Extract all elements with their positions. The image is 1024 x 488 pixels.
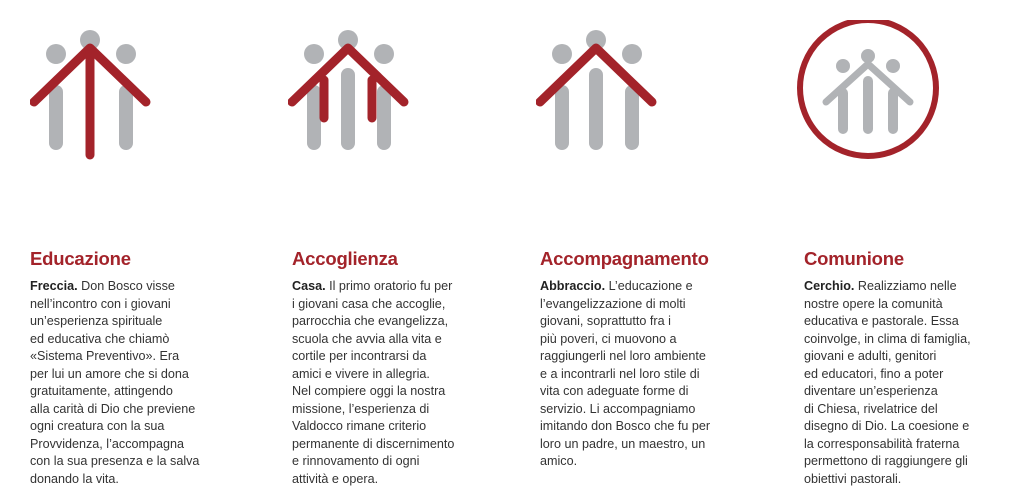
text-line: alla carità di Dio che previene <box>30 401 275 419</box>
text-line: i giovani casa che accoglie, <box>292 296 537 314</box>
text-line: vita con adeguate forme di <box>540 383 785 401</box>
text-line: disegno di Dio. La coesione e <box>804 418 1024 436</box>
text-line: gratuitamente, attingendo <box>30 383 275 401</box>
text-line: giovani e adulti, genitori <box>804 348 1024 366</box>
text-line: e a incontrarli nel loro stile di <box>540 366 785 384</box>
text-line: l’evangelizzazione di molti <box>540 296 785 314</box>
text-line: più poveri, ci muovono a <box>540 331 785 349</box>
text-line: di Chiesa, rivelatrice del <box>804 401 1024 419</box>
text-line: cortile per incontrarsi da <box>292 348 537 366</box>
text-line: servizio. Li accompagniamo <box>540 401 785 419</box>
text-line: parrocchia che evangelizza, <box>292 313 537 331</box>
section-lead: Casa. <box>292 279 326 293</box>
text-line: ogni creatura con la sua <box>30 418 275 436</box>
text-line: raggiungerli nel loro ambiente <box>540 348 785 366</box>
section-educazione <box>30 0 275 485</box>
section-text: Casa. Il primo oratorio fu per i giovani casa che accoglie, parrocchia che evangelizza, scuola che avvia alla vita e cortile per incontrarsi da amici e vivere in allegria. Nel compiere oggi la nostra missione, l’esperienza di Valdocco rimane criterio permanente di discernimento e rinnovamento di ogni attività e opera. <box>292 278 537 488</box>
text-line: nell’incontro con i giovani <box>30 296 275 314</box>
section-lead: Abbraccio. <box>540 279 605 293</box>
section-lead: Freccia. <box>30 279 78 293</box>
don-bosco-arrow-icon <box>30 30 180 170</box>
text-line: «Sistema Preventivo». Era <box>30 348 275 366</box>
text-line: educativa e pastorale. Essa <box>804 313 1024 331</box>
text-line: Nel compiere oggi la nostra <box>292 383 537 401</box>
section-comunione <box>804 0 1024 485</box>
don-bosco-house-icon <box>288 30 438 170</box>
text-line: e rinnovamento di ogni <box>292 453 537 471</box>
section-title: Accoglienza <box>292 248 398 270</box>
don-bosco-embrace-icon <box>536 30 686 170</box>
text-line: missione, l’esperienza di <box>292 401 537 419</box>
section-accompagnamento <box>540 0 785 485</box>
section-title: Accompagnamento <box>540 248 709 270</box>
text-line: amici e vivere in allegria. <box>292 366 537 384</box>
text-line: donando la vita. <box>30 471 275 488</box>
section-accoglienza <box>292 0 537 485</box>
section-title: Educazione <box>30 248 131 270</box>
section-title: Comunione <box>804 248 904 270</box>
text-line: ed educativa che chiamò <box>30 331 275 349</box>
text-line: la corresponsabilità fraterna <box>804 436 1024 454</box>
section-text: Freccia. Don Bosco visse nell’incontro con i giovani un’esperienza spirituale ed educativa che chiamò «Sistema Preventivo». Era per lui un amore che si dona gratuitamente, attingendo alla carità di Dio che previene ogni creatura con la sua Provvidenza, l’accompagna con la sua presenza e la salva donando la vita. <box>30 278 275 488</box>
section-text: Cerchio. Realizziamo nelle nostre opere la comunità educativa e pastorale. Essa coinvolge, in clima di famiglia, giovani e adulti, genitori ed educatori, fino a poter diventare un’esperienza di Chiesa, rivelatrice del disegno di Dio. La coesione e la corresponsabilità fraterna permettono di raggiungere gli obiettivi pastorali. <box>804 278 1024 488</box>
text-line: obiettivi pastorali. <box>804 471 1024 488</box>
text-line: diventare un’esperienza <box>804 383 1024 401</box>
text-line: giovani, soprattutto fra i <box>540 313 785 331</box>
section-lead: Cerchio. <box>804 279 854 293</box>
text-line: permanente di discernimento <box>292 436 537 454</box>
text-line: per lui un amore che si dona <box>30 366 275 384</box>
text-line: scuola che avvia alla vita e <box>292 331 537 349</box>
text-line: imitando don Bosco che fu per <box>540 418 785 436</box>
text-line: Valdocco rimane criterio <box>292 418 537 436</box>
text-line: permettono di raggiungere gli <box>804 453 1024 471</box>
text-line: amico. <box>540 453 785 471</box>
text-line: un’esperienza spirituale <box>30 313 275 331</box>
text-line: loro un padre, un maestro, un <box>540 436 785 454</box>
text-line: coinvolge, in clima di famiglia, <box>804 331 1024 349</box>
text-line: attività e opera. <box>292 471 537 488</box>
don-bosco-circle-icon <box>796 20 946 160</box>
text-line: Provvidenza, l’accompagna <box>30 436 275 454</box>
text-line: nostre opere la comunità <box>804 296 1024 314</box>
text-line: con la sua presenza e la salva <box>30 453 275 471</box>
section-text: Abbraccio. L’educazione e l’evangelizzazione di molti giovani, soprattutto fra i più poveri, ci muovono a raggiungerli nel loro ambiente e a incontrarli nel loro stile di vita con adeguate forme di servizio. Li accompagniamo imitando don Bosco che fu per loro un padre, un maestro, un amico. <box>540 278 785 471</box>
text-line: ed educatori, fino a poter <box>804 366 1024 384</box>
